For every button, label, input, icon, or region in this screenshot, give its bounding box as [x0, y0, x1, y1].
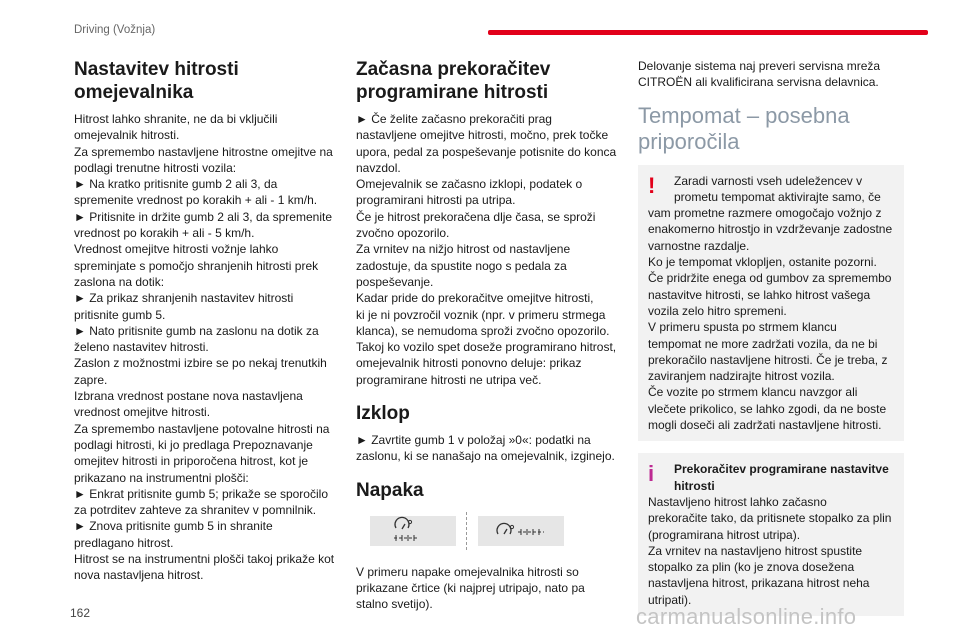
fault-display-illustrations	[370, 512, 624, 550]
text-line: za potrditev zahteve za shranitev v pomnilnik.	[74, 503, 317, 518]
text-line: vlečete prikolico, se lahko zgodi, da ne boste	[648, 401, 887, 416]
text-line: prikazane črtice (ki najprej utripajo, nato pa	[356, 580, 585, 595]
text-line: vozila zelo hitro spremeni.	[648, 303, 787, 318]
text-line: Če je hitrost prekoračena dlje časa, se sproži	[356, 209, 596, 224]
text-line: ► Če želite začasno prekoračiti prag	[356, 112, 552, 126]
text-line: nastavljene omejitve hitrosti, močno, prek točke	[356, 128, 609, 143]
text-line: ki je ni povzročil voznik (npr. v primeru strmega	[356, 307, 606, 322]
text-line: ► Na kratko pritisnite gumb 2 ali 3, da	[74, 177, 278, 192]
text-line: Hitrost lahko shranite, ne da bi vključili	[74, 112, 278, 126]
info-icon: i	[648, 461, 655, 487]
text-line: zaslonu, ki se nanašajo na omejevalnik, izginejo.	[356, 449, 615, 464]
text-line: Takoj ko vozilo spet doseže programirano hitrost,	[356, 340, 617, 355]
text-line: pospeševanje.	[356, 274, 434, 289]
info-note	[638, 453, 904, 616]
text-line: Če vozite po strmem klancu navzgor ali	[648, 385, 858, 400]
text-line: stopalko za plin (ko je znova dosežena	[648, 560, 855, 575]
text-line: V primeru napake omejevalnika hitrosti so	[356, 564, 579, 579]
section-title-off: Izklop	[356, 403, 410, 425]
text-line: ► Zavrtite gumb 1 v položaj »0«: podatki na	[356, 433, 591, 448]
speedometer-dashes-icon	[370, 516, 456, 546]
section-title-speed-setting: Nastavitev hitrosti omejevalnika	[74, 59, 239, 103]
text-line: želeno nastavitev hitrosti.	[74, 340, 209, 355]
text-line: vam prometne razmere omogočajo vožnjo z	[648, 206, 882, 221]
text-line: ► Pritisnite in držite gumb 2 ali 3, da spremenite	[74, 209, 332, 224]
text-line: programirane hitrosti ne utripa več.	[356, 372, 542, 387]
text-line: zapre.	[74, 372, 108, 387]
text-line: ► Znova pritisnite gumb 5 in shranite	[74, 519, 273, 534]
text-line: Zaslon z možnostmi izbire se po nekaj trenutkih	[74, 356, 327, 371]
warning-note	[638, 165, 904, 442]
text-line: omejitev hitrosti in priporočena hitrost, kot je	[74, 454, 309, 469]
warning-icon: !	[648, 172, 656, 198]
column-right	[638, 58, 904, 628]
text-line: upora, pedal za pospeševanje potisnite do konca	[356, 144, 617, 159]
text-line: nastavitve hitrosti, se lahko hitrost vašega	[648, 287, 871, 302]
text-line: Omejevalnik se začasno izklopi, podatek o	[356, 177, 583, 192]
text-line: prikazano na instrumentni plošči:	[74, 470, 249, 485]
text-line: ► Za prikaz shranjenih nastavitev hitrosti	[74, 291, 294, 306]
text-line: podlagi hitrosti, ki jo predlaga Prepoznavanje	[74, 437, 313, 452]
info-note-title: Prekoračitev programirane nastavitve	[674, 462, 889, 477]
text-line: nova nastavljena hitrost.	[74, 568, 204, 583]
text-line: Izbrana vrednost postane nova nastavljena	[74, 389, 303, 404]
section-body-off	[356, 432, 624, 465]
column-left	[74, 58, 339, 584]
speedometer-dashes-icon	[478, 516, 564, 546]
text-line: prekoračilo nastavljene hitrosti. Če je treba, z	[648, 352, 888, 367]
text-line: Delovanje sistema naj preveri servisna mreža	[638, 59, 881, 73]
text-line: tempomat ne more zadržati vozila, da ne bi	[648, 336, 878, 351]
text-line: Za spremembo nastavljene hitrostne omejitve na	[74, 144, 333, 159]
text-line: zaslona na dotik:	[74, 274, 165, 289]
text-line: varnostne razdalje.	[648, 238, 750, 253]
info-note-title: hitrosti	[674, 478, 715, 493]
watermark: carmanualsonline.info	[636, 604, 857, 629]
text-line: spreminjate s pomočjo shranjenih hitrosti prek	[74, 258, 319, 273]
text-line: zaviranjem nadzirajte hitrost vozila.	[648, 369, 835, 384]
text-line: Zaradi varnosti vseh udeležencev v	[674, 173, 863, 188]
text-line: enakomerno hitrostjo in vzdrževanje zadostne	[648, 222, 893, 237]
text-line: prekoračite tako, da pritisnete stopalko za plin	[648, 511, 892, 526]
text-line: Za spremembo nastavljene potovalne hitrosti na	[74, 421, 330, 436]
text-line: Če pridržite enega od gumbov za spremembo	[648, 271, 892, 286]
text-line: prometu tempomat aktivirajte samo, če	[674, 189, 881, 204]
text-line: CITROËN ali kvalificirana servisna delavnica.	[638, 75, 879, 90]
text-line: Nastavljeno hitrost lahko začasno	[648, 494, 827, 509]
text-line: ► Nato pritisnite gumb na zaslonu na dotik za	[74, 323, 319, 338]
text-line: podlagi trenutne hitrosti vozila:	[74, 160, 237, 175]
text-line: Vrednost omejitve hitrosti vožnje lahko	[74, 242, 279, 257]
text-line: vrednost po korakih + ali - 5 km/h.	[74, 226, 255, 241]
text-line: spremenite vrednost po korakih + ali - 1 km/h.	[74, 193, 318, 208]
section-body-fault	[356, 564, 624, 613]
text-line: omejevalnik hitrosti ponovno deluje: prikaz	[356, 356, 582, 371]
text-line: V primeru spusta po strmem klancu	[648, 320, 837, 335]
text-line: utripati).	[648, 592, 692, 607]
text-line: stalno svetijo).	[356, 597, 433, 612]
header-accent-bar	[488, 30, 928, 35]
column-middle	[356, 58, 624, 613]
text-line: ► Enkrat pritisnite gumb 5; prikaže se sporočilo	[74, 486, 328, 501]
page-number: 162	[70, 606, 91, 620]
text-line: predlagano hitrost.	[74, 535, 174, 550]
text-line: nastavljena hitrost, prikazana hitrost neha	[648, 576, 870, 591]
text-line: programirani hitrosti pa utripa.	[356, 193, 516, 208]
text-line: mogli doseči ali zadržati nastavljene hitrosti.	[648, 418, 882, 433]
running-header: Driving (Vožnja)	[74, 24, 156, 36]
text-line: pritisnite gumb 5.	[74, 307, 166, 322]
text-line: omejevalnik hitrosti.	[74, 128, 180, 143]
text-line: Za vrnitev na nastavljeno hitrost spustite	[648, 543, 863, 558]
text-line: navzdol.	[356, 160, 401, 175]
section-title-temporary-exceed: Začasna prekoračitev programirane hitrosti	[356, 59, 551, 103]
text-line: zvočno opozorilo.	[356, 226, 450, 241]
divider	[466, 512, 468, 550]
intro-paragraph	[638, 58, 904, 91]
text-line: Za vrnitev na nižjo hitrost od nastavljene	[356, 242, 571, 257]
text-line: Kadar pride do prekoračitve omejitve hitrosti,	[356, 291, 594, 306]
text-line: zadostuje, da spustite nogo s pedala za	[356, 258, 567, 273]
text-line: (programirana hitrost utripa).	[648, 527, 801, 542]
section-body-speed-setting	[74, 111, 339, 584]
text-line: Hitrost se na instrumentni plošči takoj prikaže kot	[74, 552, 335, 567]
text-line: klanca), se nemudoma sproži zvočno opozorilo.	[356, 323, 610, 338]
section-title-cruise-control-tips: Tempomat – posebna priporočila	[638, 102, 850, 154]
text-line: Ko je tempomat vklopljen, ostanite pozorni.	[648, 255, 877, 270]
section-body-temporary-exceed	[356, 111, 624, 388]
text-line: vrednost omejitve hitrosti.	[74, 405, 211, 420]
section-title-fault: Napaka	[356, 479, 424, 501]
